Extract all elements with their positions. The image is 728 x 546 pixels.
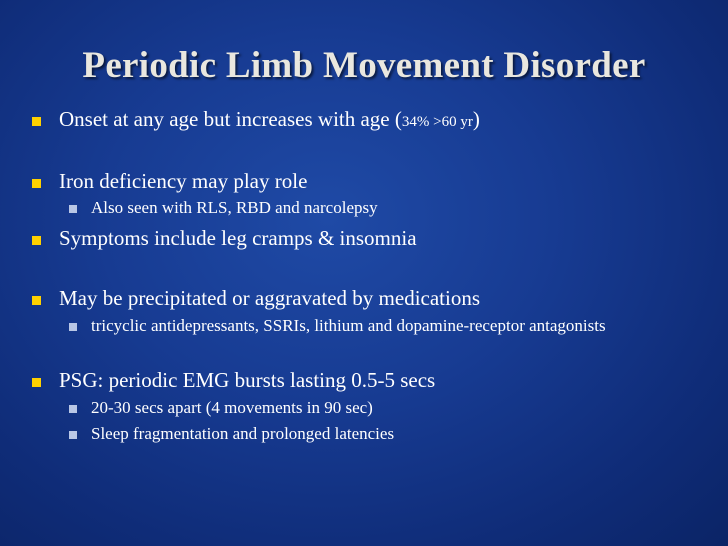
bullet-1-close: ) <box>472 107 480 131</box>
bullet-2: Iron deficiency may play role <box>59 169 308 193</box>
sub-bullet-marker <box>69 205 77 213</box>
bullet-3: Symptoms include leg cramps & insomnia <box>59 226 417 250</box>
bullet-marker <box>32 236 41 245</box>
bullet-marker <box>32 378 41 387</box>
sub-bullet-marker <box>69 431 77 439</box>
bullet-marker <box>32 179 41 188</box>
bullet-1-text: Onset at any age but increases with age ( <box>59 107 402 131</box>
bullet-1 <box>59 107 480 132</box>
bullet-5-sub-2: Sleep fragmentation and prolonged latencies <box>91 424 395 443</box>
bullet-4: May be precipitated or aggravated by medications <box>59 286 481 310</box>
bullet-5: PSG: periodic EMG bursts lasting 0.5-5 secs <box>59 368 436 392</box>
bullet-4-sub-1: tricyclic antidepressants, SSRIs, lithium and dopamine-receptor antagonists <box>91 316 606 335</box>
sub-bullet-marker <box>69 323 77 331</box>
slide-title: Periodic Limb Movement Disorder <box>82 45 646 86</box>
bullet-2-sub-1: Also seen with RLS, RBD and narcolepsy <box>91 198 378 217</box>
bullet-5-sub-1: 20-30 secs apart (4 movements in 90 sec) <box>91 398 373 417</box>
sub-bullet-marker <box>69 405 77 413</box>
bullet-marker <box>32 296 41 305</box>
bullet-marker <box>32 117 41 126</box>
bullet-1-note: 34% >60 yr <box>401 114 473 130</box>
